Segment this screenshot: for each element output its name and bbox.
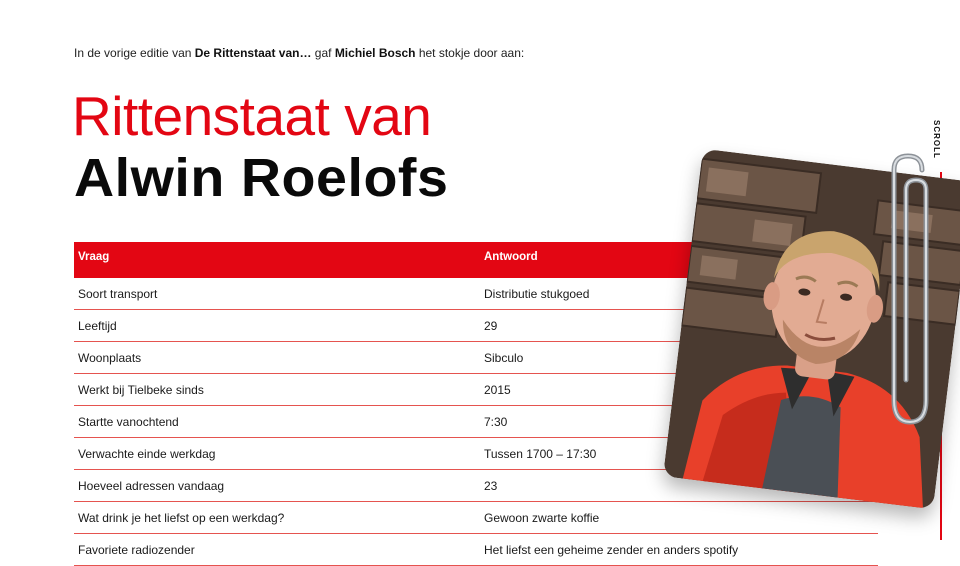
intro-person: Michiel Bosch — [334, 46, 416, 60]
intro-middle: gaf — [311, 46, 335, 60]
header-vraag: Vraag — [74, 242, 480, 278]
page-title-line2: Alwin Roelofs — [74, 148, 449, 208]
answer-cell: Distributie stukgoed — [480, 278, 878, 310]
question-cell: Werkt bij Tielbeke sinds — [74, 374, 480, 406]
answer-cell: Sibculo — [480, 342, 878, 374]
question-cell: Leeftijd — [74, 310, 480, 342]
answer-cell: 2015 — [480, 374, 878, 406]
intro-prefix: In de vorige editie van — [74, 46, 195, 60]
table-row — [74, 502, 878, 534]
question-cell: Wat drink je het liefst op een werkdag? — [74, 502, 480, 534]
question-cell: Favoriete radiozender — [74, 534, 480, 566]
question-cell: Verwachte einde werkdag — [74, 438, 480, 470]
answer-cell: Gewoon zwarte koffie — [480, 502, 878, 534]
page-title-line1: Rittenstaat van — [72, 85, 432, 147]
scroll-indicator-label[interactable]: SCROLL — [932, 120, 941, 159]
header-antwoord: Antwoord — [480, 242, 878, 278]
answer-cell: Tussen 1700 – 17:30 — [480, 438, 878, 470]
question-cell: Woonplaats — [74, 342, 480, 374]
answer-cell: Het liefst een geheime zender en anders spotify — [480, 534, 878, 566]
intro-text — [74, 46, 524, 60]
answer-cell: 7:30 — [480, 406, 878, 438]
answer-cell: 23 — [480, 470, 878, 502]
question-cell: Soort transport — [74, 278, 480, 310]
question-cell: Startte vanochtend — [74, 406, 480, 438]
intro-suffix: het stokje door aan: — [415, 46, 525, 60]
intro-magazine: De Rittenstaat van… — [194, 46, 312, 60]
table-row — [74, 534, 878, 566]
answer-cell: 29 — [480, 310, 878, 342]
question-cell: Hoeveel adressen vandaag — [74, 470, 480, 502]
paperclip-icon — [872, 150, 942, 430]
